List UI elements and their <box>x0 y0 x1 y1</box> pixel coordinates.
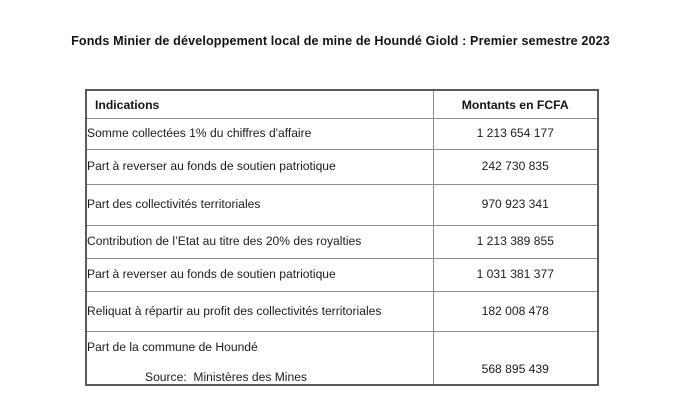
row-value: 242 730 835 <box>433 150 598 185</box>
row-value: 568 895 439 <box>433 332 598 386</box>
source-note: Source: Ministères des Mines <box>145 370 307 384</box>
table-row <box>86 226 598 259</box>
table-header-row <box>86 90 598 119</box>
table-row <box>86 259 598 292</box>
row-label: Part à reverser au fonds de soutien patriotique <box>86 259 433 292</box>
row-label: Contribution de l’Etat au titre des 20% des royalties <box>86 226 433 259</box>
row-label: Part à reverser au fonds de soutien patriotique <box>86 150 433 185</box>
page-title: Fonds Minier de développement local de mine de Houndé Giold : Premier semestre 2023 <box>71 34 610 48</box>
table-row <box>86 292 598 332</box>
row-label: Part des collectivités territoriales <box>86 185 433 226</box>
row-label: Somme collectées 1% du chiffres d'affaire <box>86 119 433 150</box>
table-row <box>86 185 598 226</box>
column-header-montants: Montants en FCFA <box>433 90 598 119</box>
table-header <box>86 90 598 119</box>
table-row <box>86 150 598 185</box>
row-label: Reliquat à répartir au profit des collectivités territoriales <box>86 292 433 332</box>
row-value: 1 213 389 855 <box>433 226 598 259</box>
row-value: 970 923 341 <box>433 185 598 226</box>
row-value: 1 213 654 177 <box>433 119 598 150</box>
table-container <box>85 89 597 386</box>
table-row <box>86 119 598 150</box>
column-header-indications: Indications <box>86 90 433 119</box>
fonds-minier-table <box>85 89 599 386</box>
table-body <box>86 119 598 386</box>
row-value: 182 008 478 <box>433 292 598 332</box>
row-value: 1 031 381 377 <box>433 259 598 292</box>
row-label: Part de la commune de Houndé <box>86 332 433 386</box>
